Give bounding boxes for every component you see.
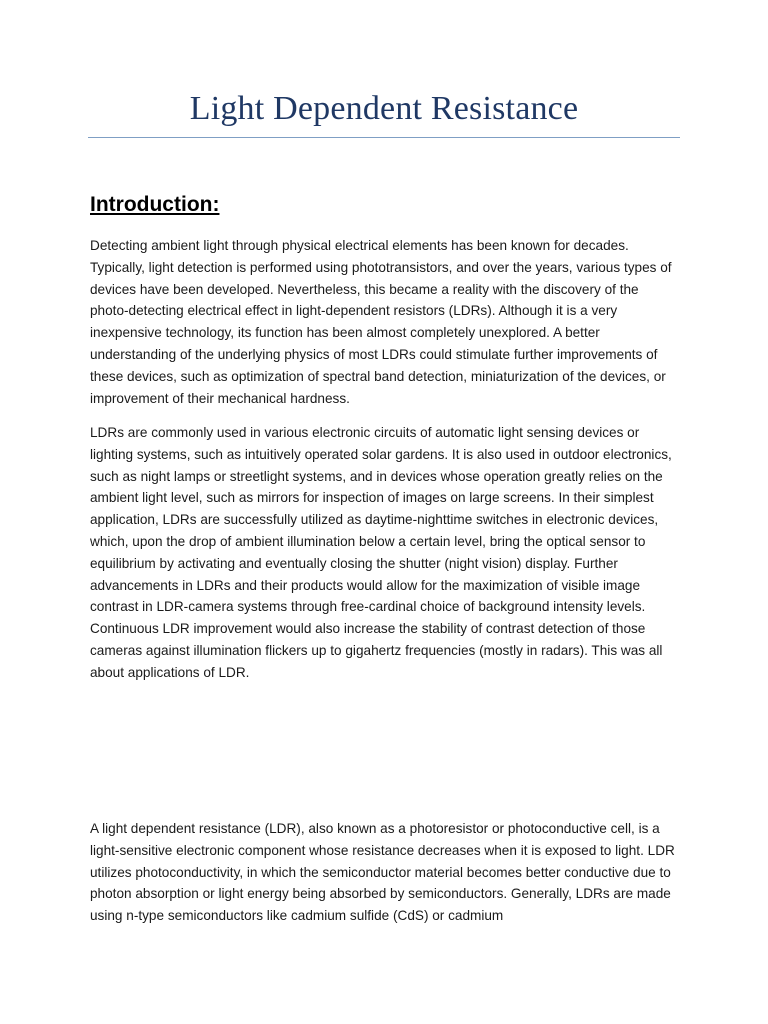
paragraph-applications: LDRs are commonly used in various electronic circuits of automatic light sensing devices or lighting systems, such as intuitively operated solar gardens. It is also used in outdoor electronics, such as night lamps or streetlight systems, and in devices whose operation greatly relies on the ambient light level, such as mirrors for inspection of images on large screens. In their simplest application, LDRs are successfully utilized as daytime-nighttime switches in electronic devices, which, upon the drop of ambient illumination below a certain level, bring the optical sensor to equilibrium by activating and eventually closing the shutter (night vision) display. Further advancements in LDRs and their products would allow for the maximization of visible image contrast in LDR-camera systems through free-cardinal choice of background intensity levels. Continuous LDR improvement would also increase the stability of contrast detection of those cameras against illumination flickers up to gigahertz frequencies (mostly in radars). This was all about applications of LDR.: [90, 425, 672, 680]
document-title: Light Dependent Resistance: [189, 90, 579, 127]
paragraph-intro-detection: Detecting ambient light through physical electrical elements has been known for decades. Typically, light detection is performed using phototransistors, and over the years, various types of devices have been developed. Nevertheless, this became a reality with the discovery of the photo-detecting electrical effect in light-dependent resistors (LDRs). Although it is a very inexpensive technology, its function has been almost completely unexplored. A better understanding of the underlying physics of most LDRs could stimulate further improvements of these devices, such as optimization of spectral band detection, miniaturization of the devices, or improvement of their mechanical hardness.: [90, 238, 672, 406]
title-underline-rule: [88, 137, 680, 138]
section-heading-introduction: Introduction:: [90, 193, 220, 216]
paragraph-ldr-definition: A light dependent resistance (LDR), also known as a photoresistor or photoconductive cell, is a light-sensitive electronic component whose resistance decreases when it is exposed to light. LDR utilizes photoconductivity, in which the semiconductor material becomes better conductive due to photon absorption or light energy being absorbed by semiconductors. Generally, LDRs are made using n-type semiconductors like cadmium sulfide (CdS) or cadmium: [90, 821, 675, 924]
